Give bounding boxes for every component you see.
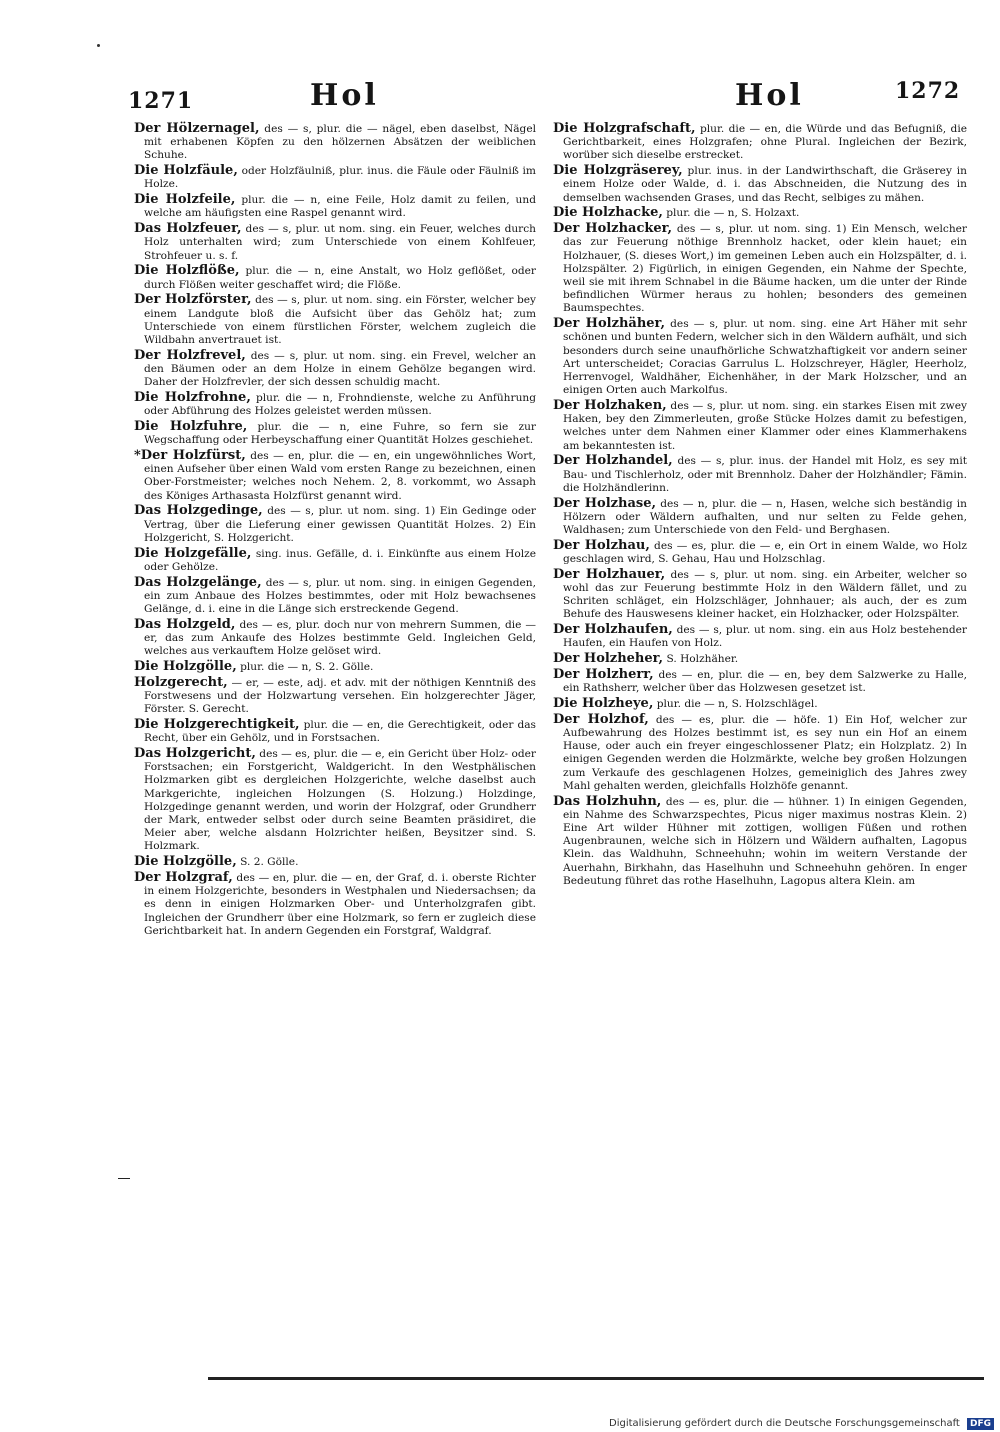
entry-definition: des — s, plur. ut nom. sing. ein starkes Eisen mit zwey Haken, bey den Zimmerleuten, große Stücke Holzes damit zu befestigen, welches unter dem Nahmen einer Klammer oder eines Klammerhakens am bekanntesten ist. — [563, 400, 967, 452]
entry-definition: plur. die — n, eine Anstalt, wo Holz geflößet, oder durch Flößen weiter geschaffet wird; die Flöße. — [144, 265, 536, 291]
entry-definition: des — s, plur. ut nom. sing. ein Förster, welcher bey einem Landgute bloß die Aufsicht über das Gehölz hat; zum Unterschiede von einem fürstlichen Förster, welchem zugleich die Wildbahn anvertrauet ist. — [144, 294, 536, 347]
entry-headword: Der Holzhaken, — [553, 398, 667, 414]
entry-headword: Die Holzhacke, — [553, 205, 663, 221]
entry-definition: des — es, plur. die — höfe. 1) Ein Hof, welcher zur Aufbewahrung des Holzes bestimmt ist, es sey nun ein Hof an einem Hause, oder auch ein freyer eingeschlossener Platz; ein Holzplatz. 2) In einigen Gegenden werden die Holzmärkte, welche bey großen Holzungen zum Verkaufe des geschlagenen Holzes, gemeiniglich des Jahres zwey Mahl gehalten werden, gleichfalls Holzhöfe genannt. — [563, 713, 967, 792]
dictionary-entry — [134, 122, 536, 163]
entry-headword: Die Holzgölle, — [134, 854, 237, 870]
left-column — [134, 122, 536, 940]
entry-headword: Der Holzgraf, — [134, 870, 233, 886]
entry-headword: Die Holzflöße, — [134, 263, 240, 279]
entry-headword: Die Holzfuhre, — [134, 419, 248, 435]
entry-definition: plur. die — n, S. 2. Gölle. — [240, 661, 374, 674]
entry-definition: des — s, plur. ut nom. sing. ein Arbeiter, welcher so wohl das zur Feuerung bestimmte Holz in den Wäldern fället, und zu Schriten schläget, ein Holzschläger, Johnhauer; als auch, der es zum Behufe des Hauswesens kleiner hacket, ein Holzhacker, oder Holzspälter. — [563, 568, 967, 621]
dictionary-entry — [134, 618, 536, 659]
entry-definition: des — es, plur. die — hühner. 1) In einigen Gegenden, ein Nahme des Schwarzspechtes, Picus niger maximus nostras Klein. 2) Eine Art wilder Hühner mit zottigen, wolligen Füßen und rothen Augenbraunen, welche sich in Hölzern und Wäldern aufhalten, Lagopus Klein. das Waldhuhn, Schneehuhn; wohin im weitern Verstande der Auerhahn, Birkhahn, das Haselhuhn und Schneehuhn gehören. In enger Bedeutung führet das rothe Haselhuhn, Lagopus altera Klein. am — [563, 795, 967, 887]
entry-headword: Die Holzheye, — [553, 696, 654, 712]
dictionary-entry — [553, 697, 967, 711]
entry-definition: des — en, plur. die — en, der Graf, d. i. oberste Richter in einem Holzgerichte, besonders in Westphalen und Niedersachsen; da es denn in einigen Holzmarken Ober- und Unterholzgrafen gibt. Ingleichen der Grundherr über eine Holzmark, so fern er zugleich diese Gerichtbarkeit hat. In andern Gegenden ein Forstgraf, Waldgraf. — [144, 872, 536, 937]
page-header — [0, 78, 1000, 118]
entry-headword: Die Holzgerechtigkeit, — [134, 717, 300, 733]
entry-definition: sing. inus. Gefälle, d. i. Einkünfte aus einem Holze oder Gehölze. — [144, 547, 537, 573]
dfg-logo-icon: DFG — [967, 1418, 994, 1430]
dictionary-entry — [134, 449, 536, 503]
dictionary-entry — [134, 676, 536, 717]
entry-definition: des — s, plur. ut nom. sing. 1) Ein Gedinge oder Vertrag, über die Lieferung einer gewissen Quantität Holzes. 2) Ein Holzgericht, S. Holzgericht. — [144, 505, 536, 544]
entry-headword: Der Holzförster, — [134, 292, 252, 308]
entry-definition: des — s, plur. die — nägel, eben daselbst, Nägel mit erhabenen Köpfen zu den hölzernen Absätzen der weiblichen Schuhe. — [144, 123, 536, 162]
dictionary-entry — [553, 122, 967, 163]
entry-headword: Das Holzgericht, — [134, 746, 256, 762]
dictionary-entry — [553, 713, 967, 793]
entry-headword: Die Holzgräserey, — [553, 163, 683, 179]
entry-headword: Das Holzgelänge, — [134, 574, 262, 590]
entry-definition: des — s, plur. ut nom. sing. eine Art Häher mit sehr schönen und bunten Federn, welcher sich in den Wäldern aufhält, und sich besonders durch seine unaufhörliche Schwatzhaftigkeit vor andern seiner Art unterscheidet; Coracias Garrulus L. Holzschreyer, Hägler, Heerholz, Herrenvogel, Waldhäher, Eichenhäher, in der Mark Holzscher, und an einigen Orten auch Markolfus. — [563, 318, 967, 397]
entry-headword: Das Holzgedinge, — [134, 503, 263, 519]
entry-headword: Die Holzgefälle, — [134, 545, 252, 561]
entry-headword: Der Holzfrevel, — [134, 347, 246, 363]
left-running-head: Hol — [310, 78, 379, 113]
left-page-number: 1271 — [128, 88, 194, 114]
entry-headword: Der Holzheher, — [553, 651, 664, 667]
entry-definition: plur. die — en, die Gerechtigkeit, oder das Recht, über ein Gehölz, und in Forstsachen. — [144, 719, 536, 745]
dictionary-entry — [134, 855, 536, 869]
entry-headword: Der Holzhauer, — [553, 566, 666, 582]
dictionary-entry — [134, 871, 536, 938]
dictionary-entry — [134, 504, 536, 545]
entry-headword: Die Holzfäule, — [134, 163, 238, 179]
dictionary-entry — [553, 623, 967, 650]
entry-definition: des — s, plur. ut nom. sing. ein Frevel, welcher an den Bäumen oder an dem Holze in einem Gehölze begangen wird. Daher der Holzfrevler, der sich dessen schuldig macht. — [144, 349, 536, 389]
entry-definition: S. 2. Gölle. — [240, 856, 299, 869]
entry-headword: Die Holzfeile, — [134, 192, 236, 208]
entry-headword: Der Holzhof, — [553, 711, 649, 727]
entry-definition: plur. inus. in der Landwirthschaft, die Gräserey in einem Holze oder Walde, d. i. das Abschneiden, die Nutzung des in demselben wachsenden Grases, und das Recht, selbiges zu mähen. — [563, 165, 967, 204]
dictionary-entry — [134, 718, 536, 745]
dictionary-entry — [553, 454, 967, 495]
dictionary-entry — [553, 668, 967, 695]
entry-definition: des — n, plur. die — n, Hasen, welche sich beständig in Hölzern oder Wäldern aufhalten, und nur selten zu Felde gehen, Waldhasen; zum Unterschiede von den Feld- und Berghasen. — [563, 497, 968, 537]
entry-definition: plur. die — n, S. Holzaxt. — [666, 207, 800, 220]
dictionary-entry — [553, 795, 967, 888]
entry-headword: Der Holzhase, — [553, 495, 657, 511]
entry-headword: Das Holzgeld, — [134, 616, 236, 632]
dictionary-entry — [553, 652, 967, 666]
dictionary-entry — [553, 206, 967, 220]
credit-text: Digitalisierung gefördert durch die Deutsche Forschungsgemeinschaft — [609, 1418, 960, 1429]
dictionary-entry — [134, 293, 536, 347]
entry-headword: Holzgerecht, — [134, 674, 228, 690]
entry-headword: Der Holzhäher, — [553, 316, 665, 332]
entry-definition: des — s, plur. ut nom. sing. 1) Ein Mensch, welcher das zur Feuerung nöthige Brennholz hacket, oder klein hauet; ein Holzhauer, (S. dieses Wort,) im gemeinen Leben auch ein Holzspälter, d. i. Holzspälter. 2) Figürlich, in einigen Gegenden, ein Nahme der Spechte, weil sie mit ihrem Schnabel in die Bäume hacken, um die unter der Rinde befindlichen Würmer heraus zu hohlen; besonders des gemeinen Baumspechtes. — [563, 223, 967, 315]
entry-definition: S. Holzhäher. — [666, 653, 739, 666]
ink-speck — [97, 44, 100, 47]
dictionary-entry — [134, 222, 536, 263]
entry-headword: Der Holzhau, — [553, 537, 650, 553]
entry-headword: Der Holzhacker, — [553, 221, 673, 237]
entry-headword: Das Holzhuhn, — [553, 793, 662, 809]
dictionary-entry — [134, 747, 536, 854]
dictionary-entry — [134, 264, 536, 291]
entry-headword: Das Holzfeuer, — [134, 221, 242, 237]
entry-headword: Der Holzhaufen, — [553, 622, 673, 638]
entry-definition: plur. die — n, eine Fuhre, so fern sie zur Wegschaffung oder Herbeyschaffung einer Quantität Holzes geschiehet. — [144, 421, 536, 447]
entry-definition: des — es, plur. die — e, ein Gericht über Holz- oder Forstsachen; ein Forstgericht, Waldgericht. In den Westphälischen Holzmarken gibt es dergleichen Holzgerichte, welche daselbst auch Markgerichte, ingleichen Holzungen (S. Holzung.) Holzdinge, Holzgedinge genannt werden, und worin der Holzgraf, oder Grundherr der Mark, entweder selbst oder durch seine Beamten präsidiret, die Meier aber, welche alsdann Holzrichter heißen, Beysitzer sind. S. Holzmark. — [144, 748, 536, 853]
entry-definition: oder Holzfäulniß, plur. inus. die Fäule oder Fäulniß im Holze. — [144, 165, 536, 191]
dictionary-entry — [553, 399, 967, 453]
entry-headword: Der Hölzernagel, — [134, 121, 260, 136]
dictionary-entry — [553, 164, 967, 205]
right-running-head: Hol — [735, 78, 804, 113]
dictionary-entry — [134, 164, 536, 191]
dictionary-entry — [134, 349, 536, 390]
dictionary-entry — [553, 317, 967, 397]
entry-definition: des — en, plur. die — en, bey dem Salzwerke zu Halle, ein Rathsherr, welcher über das Holzwesen gesetzet ist. — [563, 669, 967, 695]
entry-headword: Die Holzfrohne, — [134, 390, 251, 406]
bottom-rule — [208, 1377, 984, 1380]
entry-definition: plur. die — en, die Würde und das Befugniß, die Gerichtbarkeit, eines Holzgrafen; ohne Plural. Ingleichen der Bezirk, worüber sich dieselbe erstrecket. — [563, 123, 967, 162]
entry-definition: des — s, plur. inus. der Handel mit Holz, es sey mit Bau- und Tischlerholz, oder mit Brennholz. Daher der Holzhändler; Fämin. die Holzhändlerinn. — [563, 455, 967, 494]
entry-headword: Der Holzhandel, — [553, 453, 673, 469]
digitization-credit — [609, 1418, 994, 1430]
dictionary-entry — [134, 576, 536, 617]
dictionary-entry — [134, 391, 536, 418]
right-page-number: 1272 — [895, 78, 961, 104]
entry-definition: — er, — este, adj. et adv. mit der nöthigen Kenntniß des Forstwesens und der Holzwartung versehen. Ein holzgerechter Jäger, Förster. S. Gerecht. — [144, 676, 536, 716]
entry-headword: Der Holzherr, — [553, 667, 654, 683]
dictionary-entry — [134, 547, 536, 574]
dictionary-entry — [553, 539, 967, 566]
entry-definition: plur. die — n, S. Holzschlägel. — [656, 698, 818, 711]
dictionary-entry — [553, 222, 967, 315]
entry-definition: plur. die — n, eine Feile, Holz damit zu feilen, und welche am häufigsten eine Raspel genannt wird. — [144, 194, 536, 220]
right-column — [553, 122, 967, 890]
entry-headword: Die Holzgölle, — [134, 659, 237, 675]
dictionary-entry — [553, 497, 967, 538]
entry-definition: des — s, plur. ut nom. sing. ein aus Holz bestehender Haufen, ein Haufen von Holz. — [563, 624, 967, 650]
entry-definition: des — en, plur. die — en, ein ungewöhnliches Wort, einen Aufseher über einen Wald vom ersten Range zu bezeichnen, einen Ober-Forstmeister; welches noch Nehem. 2, 8. vorkommt, wo Assaph des Königes Arthasasta Holzfürst genannt wird. — [144, 450, 536, 502]
dictionary-entry — [134, 420, 536, 447]
dictionary-entry — [134, 193, 536, 220]
entry-definition: plur. die — n, Frohndienste, welche zu Anführung oder Abführung des Holzes geleistet werden müssen. — [144, 392, 536, 418]
dictionary-entry — [553, 568, 967, 622]
entry-definition: des — s, plur. ut nom. sing. in einigen Gegenden, ein zum Anbaue des Holzes bestimmtes, oder mit Holz bewachsenes Gelänge, d. i. eine in die Länge sich erstreckende Gegend. — [144, 576, 536, 616]
entry-definition: des — es, plur. doch nur von mehrern Summen, die — er, das zum Ankaufe des Holzes bestimmte Geld. Ingleichen Geld, welches aus verkauftem Holze gelöset wird. — [144, 618, 537, 658]
entry-headword: *Der Holzfürst, — [134, 448, 246, 464]
entry-headword: Die Holzgrafschaft, — [553, 121, 696, 136]
entry-definition: des — es, plur. die — e, ein Ort in einem Walde, wo Holz geschlagen wird, S. Gehau, Hau und Holzschlag. — [563, 539, 968, 566]
dictionary-entry — [134, 660, 536, 674]
margin-mark — [118, 1178, 130, 1179]
entry-definition: des — s, plur. ut nom. sing. ein Feuer, welches durch Holz unterhalten wird; zum Unterschiede von einem Kohlfeuer, Strohfeuer u. s. f. — [144, 223, 536, 262]
